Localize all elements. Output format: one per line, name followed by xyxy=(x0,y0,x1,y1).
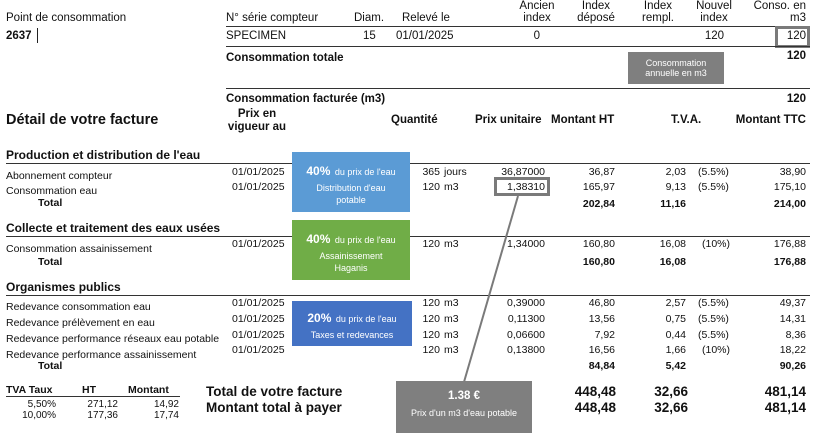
conso-totale-label: Consommation totale xyxy=(226,52,344,64)
coll-callout-text-3: Haganis xyxy=(334,263,368,273)
tva-col-montant: Montant xyxy=(128,384,169,396)
row-pu: 36,87000 xyxy=(501,166,545,178)
col-montant-ttc-label: Montant TTC xyxy=(735,114,806,126)
row-tva: 2,03 xyxy=(665,166,686,178)
row-unit: m3 xyxy=(444,313,459,325)
row-qty: 120 xyxy=(422,297,440,309)
ancien-label-2: index xyxy=(523,12,551,24)
total-ttc: 176,88 xyxy=(773,256,806,268)
total-ttc: 214,00 xyxy=(773,198,806,210)
row-ht: 13,56 xyxy=(588,313,615,325)
rempl-label-1: Index xyxy=(643,0,673,12)
row-ttc: 49,37 xyxy=(779,297,806,309)
row-tva: 2,57 xyxy=(665,297,686,309)
total-ht: 160,80 xyxy=(582,256,615,268)
row-qty: 120 xyxy=(422,344,440,356)
total-ttc: 90,26 xyxy=(779,360,806,372)
row-date: 01/01/2025 xyxy=(232,313,285,325)
diam-label: Diam. xyxy=(354,12,385,24)
conso-totale-value: 120 xyxy=(786,50,806,62)
prod-callout-pct: 40% xyxy=(306,164,331,178)
row-label: Consommation assainissement xyxy=(6,243,152,255)
row-ht: 16,56 xyxy=(588,344,615,356)
amount-due-label: Montant total à payer xyxy=(206,400,342,415)
row-qty: 120 xyxy=(422,313,440,325)
total-tva: 16,08 xyxy=(659,256,686,268)
row-ttc: 14,31 xyxy=(779,313,806,325)
total-ht: 84,84 xyxy=(588,360,615,372)
tva-montant: 17,74 xyxy=(153,410,179,421)
amount-due-tva: 32,66 xyxy=(654,400,688,415)
orga-callout-pct: 20% xyxy=(307,311,332,325)
total-label: Total xyxy=(38,197,63,209)
section-collecte-title: Collecte et traitement des eaux usées xyxy=(6,221,221,235)
amount-due-ht: 448,48 xyxy=(574,400,616,415)
tva-col-taux: TVA Taux xyxy=(6,384,53,396)
coll-callout-pct: 40% xyxy=(306,232,331,246)
row-qty: 365 xyxy=(422,166,440,178)
row-ht: 160,80 xyxy=(582,238,615,250)
releve-value: 01/01/2025 xyxy=(396,30,454,42)
row-rate: (5.5%) xyxy=(698,166,729,178)
tva-montant: 14,92 xyxy=(153,399,179,410)
conso-callout-line-1: Consommation xyxy=(645,58,707,68)
connector-line-path xyxy=(464,196,518,382)
conso-value: 120 xyxy=(786,30,806,42)
section-orga-title: Organismes publics xyxy=(6,280,121,294)
point-value: 2637 xyxy=(6,30,32,42)
row-ttc: 176,88 xyxy=(773,238,806,250)
total-label: Total xyxy=(38,360,63,372)
serie-label: N° série compteur xyxy=(226,12,319,24)
row-pu: 0,06600 xyxy=(507,329,545,341)
point-label: Point de consommation xyxy=(6,12,127,24)
row-unit: m3 xyxy=(444,344,459,356)
row-unit: m3 xyxy=(444,297,459,309)
nouvel-value: 120 xyxy=(704,30,724,42)
row-ht: 36,87 xyxy=(588,166,615,178)
grand-total-ttc: 481,14 xyxy=(764,384,806,399)
col-quantite-label: Quantité xyxy=(391,114,438,126)
coll-callout-text-2: Assainissement xyxy=(319,251,383,261)
price-callout xyxy=(396,381,532,433)
row-pu: 1,34000 xyxy=(507,238,545,250)
row-ht: 46,80 xyxy=(588,297,615,309)
total-tva: 11,16 xyxy=(660,198,686,210)
prod-callout-text-3: potable xyxy=(336,195,366,205)
total-ht: 202,84 xyxy=(582,198,615,210)
row-date: 01/01/2025 xyxy=(232,181,285,193)
row-pu: 0,11300 xyxy=(507,313,545,325)
row-tva: 0,44 xyxy=(665,329,686,341)
grand-total-tva: 32,66 xyxy=(654,384,688,399)
col-prix-label-2: vigueur au xyxy=(227,121,287,133)
row-ttc: 18,22 xyxy=(779,344,806,356)
conso-label-1: Conso. en xyxy=(753,0,806,12)
serie-value: SPECIMEN xyxy=(226,30,287,42)
row-label: Redevance consommation eau xyxy=(6,301,151,313)
row-rate: (5.5%) xyxy=(698,297,729,309)
section-prod-title: Production et distribution de l'eau xyxy=(6,148,201,162)
prod-callout-text-2: Distribution d'eau xyxy=(316,183,386,193)
row-label: Abonnement compteur xyxy=(6,170,113,182)
ancien-value: 0 xyxy=(533,30,540,42)
detail-title: Détail de votre facture xyxy=(6,112,159,128)
depose-label-2: déposé xyxy=(577,12,615,24)
row-pu: 1,38310 xyxy=(507,181,545,193)
row-rate: (5.5%) xyxy=(698,181,729,193)
orga-callout-text-1: du prix de l'eau xyxy=(335,314,397,324)
amount-due-ttc: 481,14 xyxy=(764,400,806,415)
conso-callout-line-2: annuelle en m3 xyxy=(645,68,707,78)
row-tva: 1,66 xyxy=(665,344,686,356)
tva-col-ht: HT xyxy=(82,384,96,396)
row-pu: 0,39000 xyxy=(507,297,545,309)
row-rate: (10%) xyxy=(702,238,731,250)
nouvel-label-2: index xyxy=(700,12,728,24)
tva-ht: 177,36 xyxy=(87,410,118,421)
row-tva: 16,08 xyxy=(659,238,686,250)
rempl-label-2: rempl. xyxy=(642,12,674,24)
price-callout-text: Prix d'un m3 d'eau potable xyxy=(410,408,517,418)
row-label: Redevance performance réseaux eau potable xyxy=(6,333,220,345)
row-date: 01/01/2025 xyxy=(232,329,285,341)
tva-taux: 10,00% xyxy=(22,410,56,421)
row-ht: 165,97 xyxy=(582,181,615,193)
diam-value: 15 xyxy=(363,30,376,42)
row-label: Consommation eau xyxy=(6,185,98,197)
row-date: 01/01/2025 xyxy=(232,344,285,356)
conso-label-2: m3 xyxy=(790,12,806,24)
row-tva: 9,13 xyxy=(665,181,686,193)
row-qty: 120 xyxy=(422,181,440,193)
row-label: Redevance performance assainissement xyxy=(6,349,197,361)
row-date: 01/01/2025 xyxy=(232,238,285,250)
row-date: 01/01/2025 xyxy=(232,166,285,178)
row-label: Redevance prélèvement en eau xyxy=(6,317,155,329)
row-pu: 0,13800 xyxy=(507,344,545,356)
row-qty: 120 xyxy=(422,238,440,250)
row-rate: (5.5%) xyxy=(698,313,729,325)
row-rate: (10%) xyxy=(702,344,731,356)
depose-label-1: Index xyxy=(581,0,611,12)
row-unit: jours xyxy=(444,166,467,178)
row-qty: 120 xyxy=(422,329,440,341)
conso-facturee-label: Consommation facturée (m3) xyxy=(226,93,386,105)
row-rate: (5.5%) xyxy=(698,329,729,341)
grand-total-label: Total de votre facture xyxy=(206,384,343,399)
col-prix-label-1: Prix en xyxy=(237,108,277,120)
tva-taux: 5,50% xyxy=(27,399,56,410)
orga-callout-text-2: Taxes et redevances xyxy=(310,330,394,340)
ancien-label-1: Ancien xyxy=(519,0,555,12)
coll-callout-text-1: du prix de l'eau xyxy=(334,235,396,245)
conso-facturee-value: 120 xyxy=(786,93,806,105)
row-ttc: 8,36 xyxy=(785,329,806,341)
row-unit: m3 xyxy=(444,329,459,341)
grand-total-ht: 448,48 xyxy=(574,384,616,399)
total-tva: 5,42 xyxy=(665,360,686,372)
col-montant-ht-label: Montant HT xyxy=(551,114,615,126)
tva-ht: 271,12 xyxy=(87,399,118,410)
col-prix-unitaire-label: Prix unitaire xyxy=(475,114,542,126)
nouvel-label-1: Nouvel xyxy=(696,0,732,12)
prod-callout-text-1: du prix de l'eau xyxy=(334,167,396,177)
row-unit: m3 xyxy=(444,238,459,250)
row-date: 01/01/2025 xyxy=(232,297,285,309)
total-label: Total xyxy=(38,256,63,268)
row-ht: 7,92 xyxy=(594,329,615,341)
row-ttc: 175,10 xyxy=(773,181,806,193)
row-tva: 0,75 xyxy=(665,313,686,325)
row-ttc: 38,90 xyxy=(779,166,806,178)
col-tva-label: T.V.A. xyxy=(671,114,702,126)
price-callout-value: 1.38 € xyxy=(448,390,480,402)
row-unit: m3 xyxy=(444,181,459,193)
releve-label: Relevé le xyxy=(402,12,450,24)
